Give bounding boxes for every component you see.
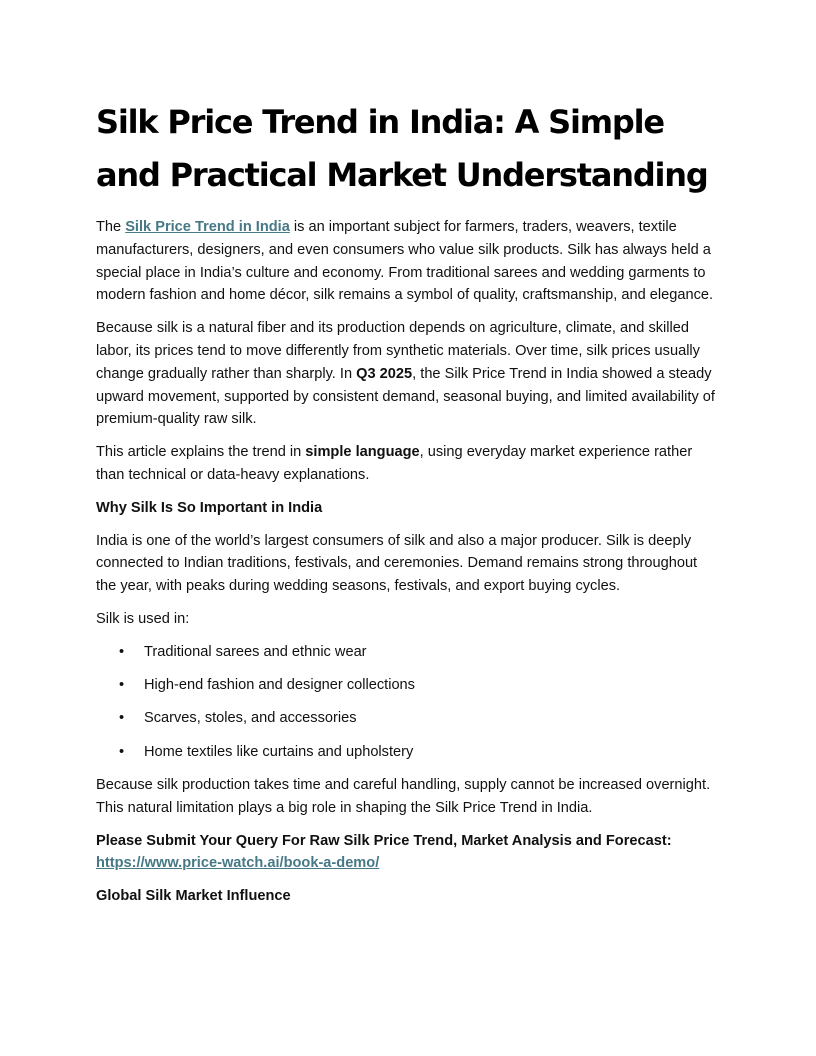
list-item <box>96 674 720 697</box>
price-text-start: Because silk is a natural fiber and its production depends on agriculture, climate, and skilled labor, its prices tend to move differently from synthetic materials. Over time, silk prices usually change gradually rather than sharply. In <box>96 320 700 382</box>
bullet-icon: • <box>119 743 125 760</box>
quarter-label: Q3 2025 <box>356 365 413 382</box>
intro-text-start: The <box>96 219 126 235</box>
document-page <box>96 96 720 918</box>
book-demo-link[interactable]: https://www.price-watch.ai/book-a-demo/ <box>96 855 380 872</box>
price-text-end: , the Silk Price Trend in India showed a steady upward movement, supported by consistent demand, seasonal buying, and limited availability of premium-quality raw silk. <box>96 365 715 428</box>
price-movement-paragraph <box>96 317 720 431</box>
silk-uses-list <box>96 641 720 764</box>
cta-text: Please Submit Your Query For Raw Silk Price Trend, Market Analysis and Forecast: <box>96 832 672 849</box>
article-scope-paragraph <box>96 441 720 487</box>
list-item <box>96 641 720 664</box>
silk-price-trend-link[interactable]: Silk Price Trend in India <box>125 219 290 235</box>
list-item <box>96 741 720 764</box>
intro-text-end: is an important subject for farmers, traders, weavers, textile manufacturers, designers, and even consumers who value silk products. Silk has always held a special place in India’s culture and economy. From traditional sarees and wedding garments to modern fashion and home décor, silk remains a symbol of quality, craftsmanship, and elegance. <box>96 219 714 304</box>
scope-text-end: , using everyday market experience rather than technical or data-heavy explanations. <box>96 444 693 483</box>
list-item-text: Scarves, stoles, and accessories <box>144 710 357 727</box>
list-item-text: Traditional sarees and ethnic wear <box>144 643 367 660</box>
query-call-to-action <box>96 830 720 876</box>
page-title: Silk Price Trend in India: A Simple and Practical Market Understanding <box>96 103 708 194</box>
list-item-text: Home textiles like curtains and upholstery <box>144 743 414 760</box>
intro-paragraph <box>96 216 720 307</box>
bullet-icon: • <box>119 710 125 727</box>
section-heading-global: Global Silk Market Influence <box>96 888 291 905</box>
section-heading-importance: Why Silk Is So Important in India <box>96 499 323 516</box>
bullet-icon: • <box>119 643 125 660</box>
list-item-text: High-end fashion and designer collections <box>144 677 415 694</box>
importance-paragraph: India is one of the world’s largest consumers of silk and also a major producer. Silk is deeply connected to Indian traditions, festivals, and ceremonies. Demand remains strong throughout the year, with peaks during wedding seasons, festivals, and export buying cycles. <box>96 532 698 595</box>
uses-intro: Silk is used in: <box>96 610 190 627</box>
scope-text-start: This article explains the trend in <box>96 444 306 461</box>
simple-language-emphasis: simple language <box>305 444 420 461</box>
bullet-icon: • <box>119 677 125 694</box>
supply-paragraph: Because silk production takes time and careful handling, supply cannot be increased overnight. This natural limitation plays a big role in shaping the Silk Price Trend in India. <box>96 776 711 816</box>
list-item <box>96 707 720 730</box>
